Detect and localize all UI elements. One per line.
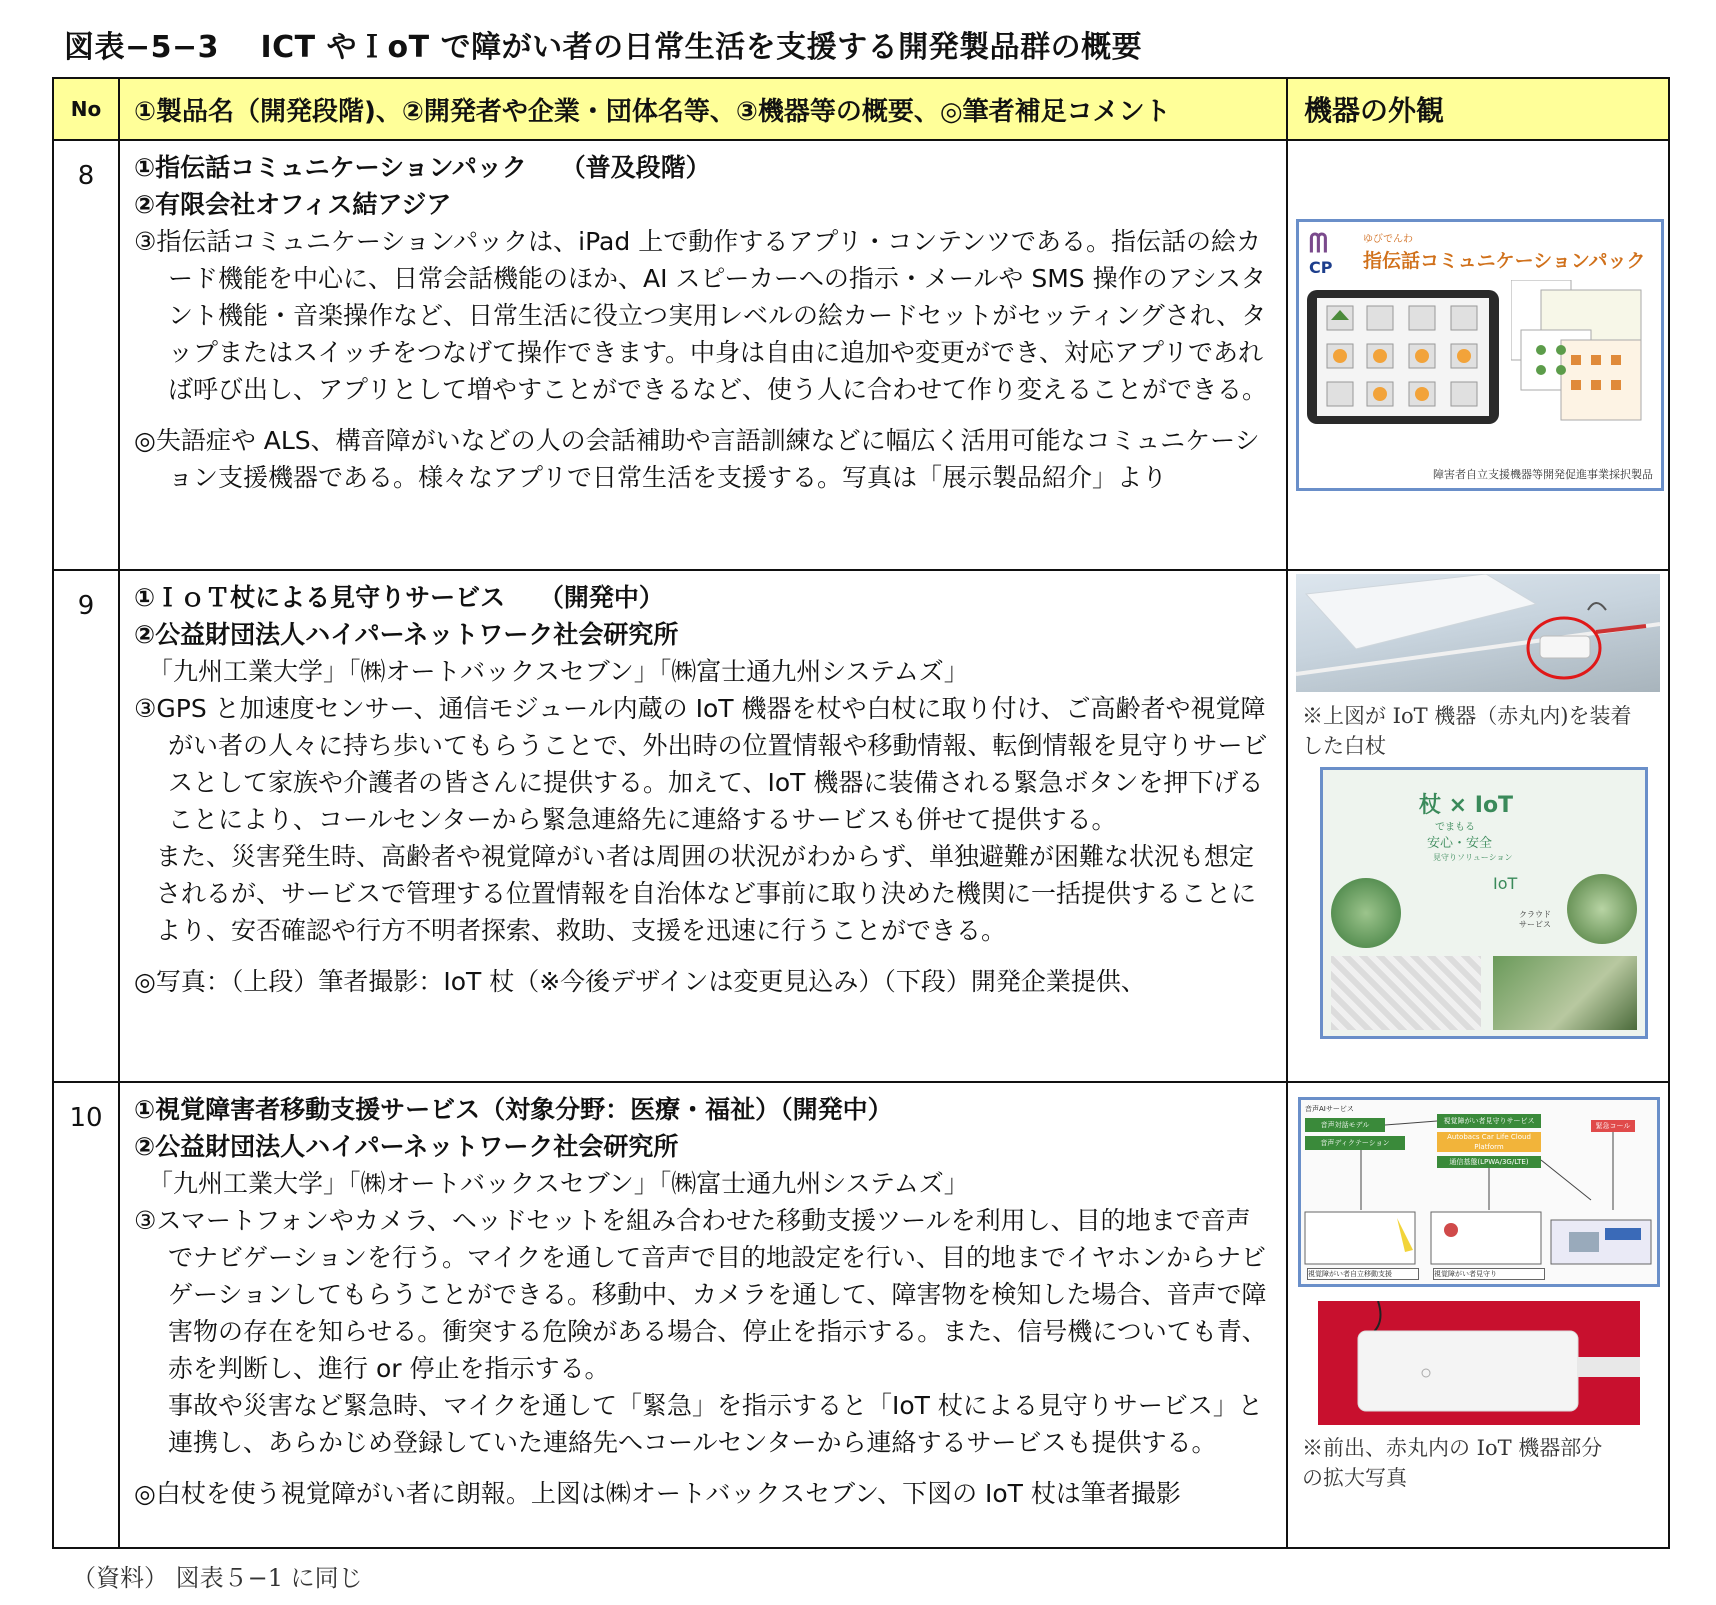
product-table xyxy=(52,77,1670,1549)
device-caption: ※前出、赤丸内の IoT 機器部分の拡大写真 xyxy=(1302,1436,1603,1490)
product-overview: ③指伝話コミュニケーションパックは、iPad 上で動作するアプリ・コンテンツである。指伝話の絵カード機能を中心に、日常会話機能のほか、AI スピーカーへの指示・メールや SMS 操作のアシスタント機能・音楽操作など、日常生活に役立つ実用レベルの絵カードセットがセッティングされ、タップまたはスイッチをつなげて操作できます。中身は自由に追加や変更ができ、対応アプリであれば呼び出し、アプリとして増やすことができるなど、使う人に合わせて作り変えることができる。 xyxy=(134,227,1268,404)
author-comment: ◎失語症や ALS、構音障がいなどの人の会話補助や言語訓練などに幅広く活用可能なコミュニケーション支援機器である。様々なアプリで日常生活を支援する。写真は「展示製品紹介」より xyxy=(134,426,1260,492)
source-note: （資料） 図表５−1 に同じ xyxy=(72,1564,363,1592)
diagram-box-watch: 視覚障がい者見守りサービス xyxy=(1437,1114,1541,1128)
developer-name: ②公益財団法人ハイパーネットワーク社会研究所 xyxy=(134,620,679,649)
poster-photo-people xyxy=(1493,956,1637,1030)
poster-iot-label: IoT xyxy=(1493,874,1518,893)
product-overview-2: また、災害発生時、高齢者や視覚障がい者は周囲の状況がわからず、単独避難が困難な状況も想定されるが、サービスで管理する位置情報を自治体など事前に取り決めた機関に一括提供することにより、安否確認や行方不明者探索、救助、支援を迅速に行うことができる。 xyxy=(156,842,1257,945)
service-diagram xyxy=(1298,1097,1660,1287)
cane-caption: ※上図が IoT 機器（赤丸内)を装着した白杖 xyxy=(1302,704,1632,758)
diagram-box-network: 通信基盤(LPWA/3G/LTE) xyxy=(1437,1156,1541,1168)
author-comment: ◎白杖を使う視覚障がい者に朗報。上図は㈱オートバックスセブン、下図の IoT 杖は筆者撮影 xyxy=(134,1479,1181,1508)
diagram-box-dictation: 音声ディクテーション xyxy=(1305,1136,1405,1150)
product-name: ①指伝話コミュニケーションパック （普及段階） xyxy=(134,153,711,182)
device-illustration xyxy=(1318,1301,1640,1425)
header-no: No xyxy=(53,78,119,140)
developer-name: ②公益財団法人ハイパーネットワーク社会研究所 xyxy=(134,1132,679,1161)
header-appearance: 機器の外観 xyxy=(1287,78,1669,140)
row-description xyxy=(119,1082,1287,1548)
poster-photo-walk xyxy=(1567,874,1637,944)
product-overview: ③GPS と加速度センサー、通信モジュール内蔵の IoT 機器を杖や白杖に取り付け、ご高齢者や視覚障がい者の人々に持ち歩いてもらうことで、外出時の位置情報や移動情報、転倒情報を見守りサービスとして家族や介護者の皆さんに提供する。加えて、IoT 機器に装備される緊急ボタンを押下げることにより、コールセンターから緊急連絡先に連絡するサービスも併せて提供する。 xyxy=(134,694,1268,834)
app-logo: ᗰ CP xyxy=(1309,229,1333,277)
product-name: ①視覚障害者移動支援サービス（対象分野：医療・福祉）（開発中） xyxy=(134,1095,893,1124)
poster-photo-couple xyxy=(1331,878,1401,948)
diagram-box-ai: 音声AIサービス xyxy=(1305,1105,1354,1113)
cane-illustration xyxy=(1296,574,1660,692)
row-image-cell xyxy=(1287,1082,1669,1548)
table-row xyxy=(53,570,1669,1082)
row-description xyxy=(119,140,1287,570)
table-header-row xyxy=(53,78,1669,140)
product-name: ①ＩｏＴ杖による見守りサービス （開発中） xyxy=(134,583,664,612)
iot-cane-photo xyxy=(1296,574,1660,692)
diagram-box-platform: Autobacs Car Life Cloud Platform xyxy=(1437,1132,1541,1152)
app-product-label: 指伝話コミュニケーションパック xyxy=(1363,250,1646,272)
tablet-icons xyxy=(1317,298,1489,416)
developer-name: ②有限会社オフィス結アジア xyxy=(134,190,452,219)
partner-names: 「九州工業大学」「㈱オートバックスセブン」「㈱富士通九州システムズ」 xyxy=(148,657,969,686)
product-overview: ③スマートフォンやカメラ、ヘッドセットを組み合わせた移動支援ツールを利用し、目的地まで音声でナビゲーションを行う。マイクを通して音声で目的地設定を行い、目的地までイヤホンからナビゲーションしてもらうことができる。移動中、カメラを通して、障害物を検知した場合、音声で障害物の存在を知らせる。衝突する危険がある場合、停止を指示する。また、信号機についても青、赤を判断し、進行 or 停止を指示する。 xyxy=(134,1206,1267,1383)
diagram-box-emergency: 緊急コール xyxy=(1591,1120,1635,1132)
poster-map xyxy=(1331,956,1481,1030)
product-overview-2: 事故や災害など緊急時、マイクを通して「緊急」を指示すると「IoT 杖による見守りサービス」と連携し、あらかじめ登録していた連絡先へコールセンターから連絡するサービスも提供する。 xyxy=(168,1391,1263,1457)
poster-sub3: 見守りソリューション xyxy=(1433,853,1513,862)
tablet-illustration xyxy=(1307,290,1499,424)
row-number: 10 xyxy=(53,1082,119,1548)
app-small-label: ゆびでんわ xyxy=(1363,234,1413,245)
row-number: 8 xyxy=(53,140,119,570)
diagram-connectors xyxy=(1301,1100,1657,1284)
product-image-yubidenwa xyxy=(1296,219,1664,491)
table-row xyxy=(53,1082,1669,1548)
row-number: 9 xyxy=(53,570,119,1082)
partner-names: 「九州工業大学」「㈱オートバックスセブン」「㈱富士通九州システムズ」 xyxy=(148,1169,969,1198)
poster-sub1: でまもる xyxy=(1435,822,1475,833)
diagram-box-dialog: 音声対話モデル xyxy=(1305,1118,1385,1132)
picture-card-sheets xyxy=(1511,280,1651,430)
poster-cloud-label: クラウド サービス xyxy=(1519,910,1551,929)
figure-title: 図表−5−3 ICT やＩoT で障がい者の日常生活を支援する開発製品群の概要 xyxy=(64,30,1143,65)
diagram-label-navigation: 視覚障がい者自立移動支援 xyxy=(1307,1268,1419,1280)
image-footer-label: 障害者自立支援機器等開発促進事業採択製品 xyxy=(1433,468,1653,481)
row-description xyxy=(119,570,1287,1082)
poster-title: 杖 × IoT xyxy=(1419,793,1514,818)
diagram-label-watch: 視覚障がい者見守り xyxy=(1433,1268,1545,1280)
header-description: ①製品名（開発段階)、②開発者や企業・団体名等、③機器等の概要、◎筆者補足コメント xyxy=(119,78,1287,140)
iot-cane-poster xyxy=(1320,767,1648,1039)
author-comment: ◎写真：（上段）筆者撮影：IoT 杖（※今後デザインは変更見込み）（下段）開発企業提供、 xyxy=(134,967,1146,996)
table-row xyxy=(53,140,1669,570)
poster-sub2: 安心・安全 xyxy=(1427,836,1493,851)
iot-device-closeup-photo xyxy=(1318,1301,1640,1425)
row-image-cell xyxy=(1287,570,1669,1082)
row-image-cell xyxy=(1287,140,1669,570)
